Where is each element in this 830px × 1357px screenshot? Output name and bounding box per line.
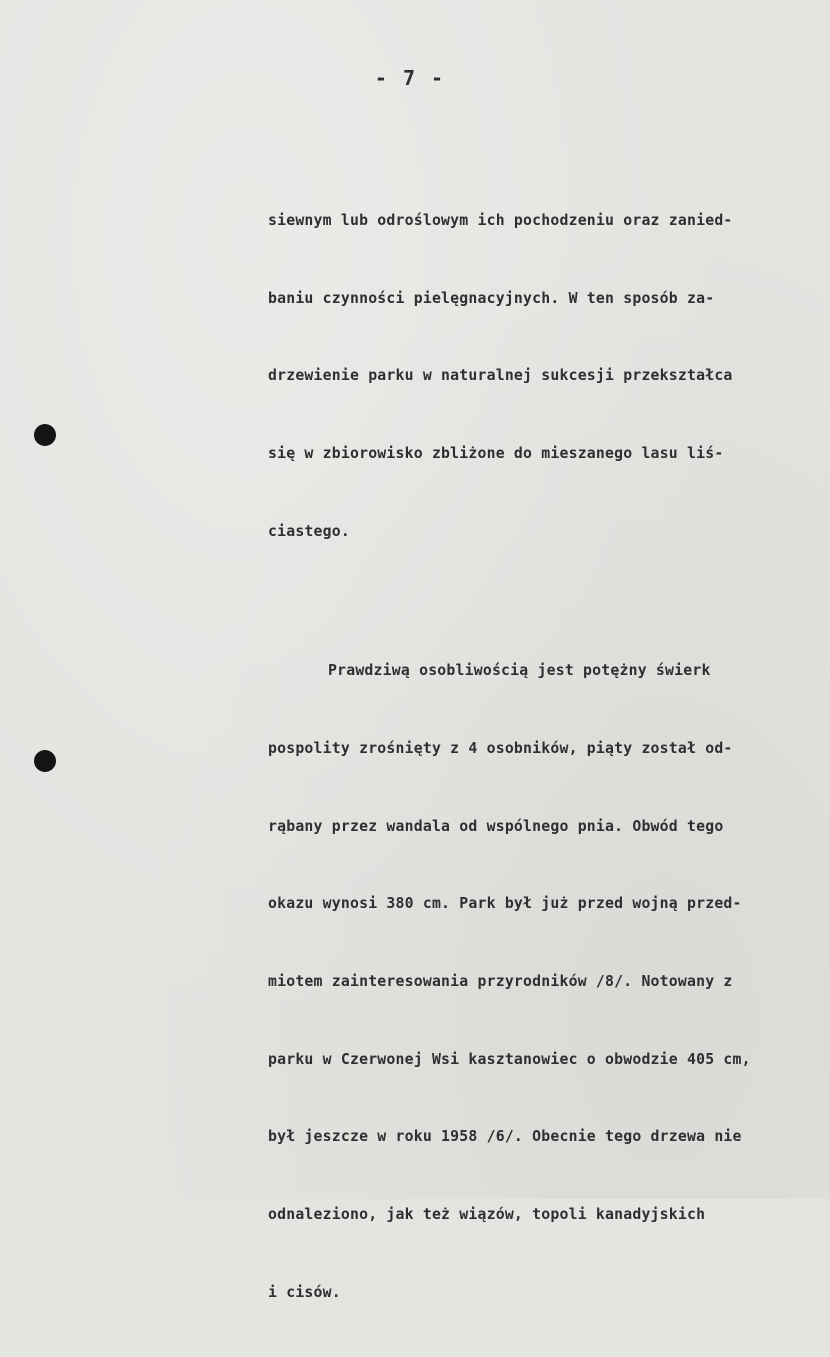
- text-line: rąbany przez wandala od wspólnego pnia. Obwód tego: [268, 817, 724, 835]
- text-line: Prawdziwą osobliwością jest potężny świerk: [328, 662, 711, 680]
- paragraph-gap: [268, 596, 828, 606]
- text-line: ciastego.: [268, 522, 350, 540]
- text-line: parku w Czerwonej Wsi kasztanowiec o obwodzie 405 cm,: [268, 1050, 751, 1068]
- body-text: [268, 156, 828, 1357]
- text-line: baniu czynności pielęgnacyjnych. W ten sposób za-: [268, 289, 715, 307]
- text-line: pospolity zrośnięty z 4 osobników, piąty został od-: [268, 739, 733, 757]
- text-line: i cisów.: [268, 1283, 341, 1301]
- punch-hole: [34, 424, 56, 446]
- page-number: - 7 -: [374, 66, 446, 90]
- text-line: miotem zainteresowania przyrodników /8/. Notowany z: [268, 972, 733, 990]
- text-line: odnaleziono, jak też wiązów, topoli kanadyjskich: [268, 1206, 706, 1224]
- punch-hole: [34, 750, 56, 772]
- text-line: się w zbiorowisko zbliżone do mieszanego lasu liś-: [268, 444, 724, 462]
- text-line: był jeszcze w roku 1958 /6/. Obecnie tego drzewa nie: [268, 1128, 742, 1146]
- text-line: siewnym lub odroślowym ich pochodzeniu oraz zanied-: [268, 211, 733, 229]
- text-line: drzewienie parku w naturalnej sukcesji przekształca: [268, 367, 733, 385]
- text-line: okazu wynosi 380 cm. Park był już przed wojną przed-: [268, 895, 742, 913]
